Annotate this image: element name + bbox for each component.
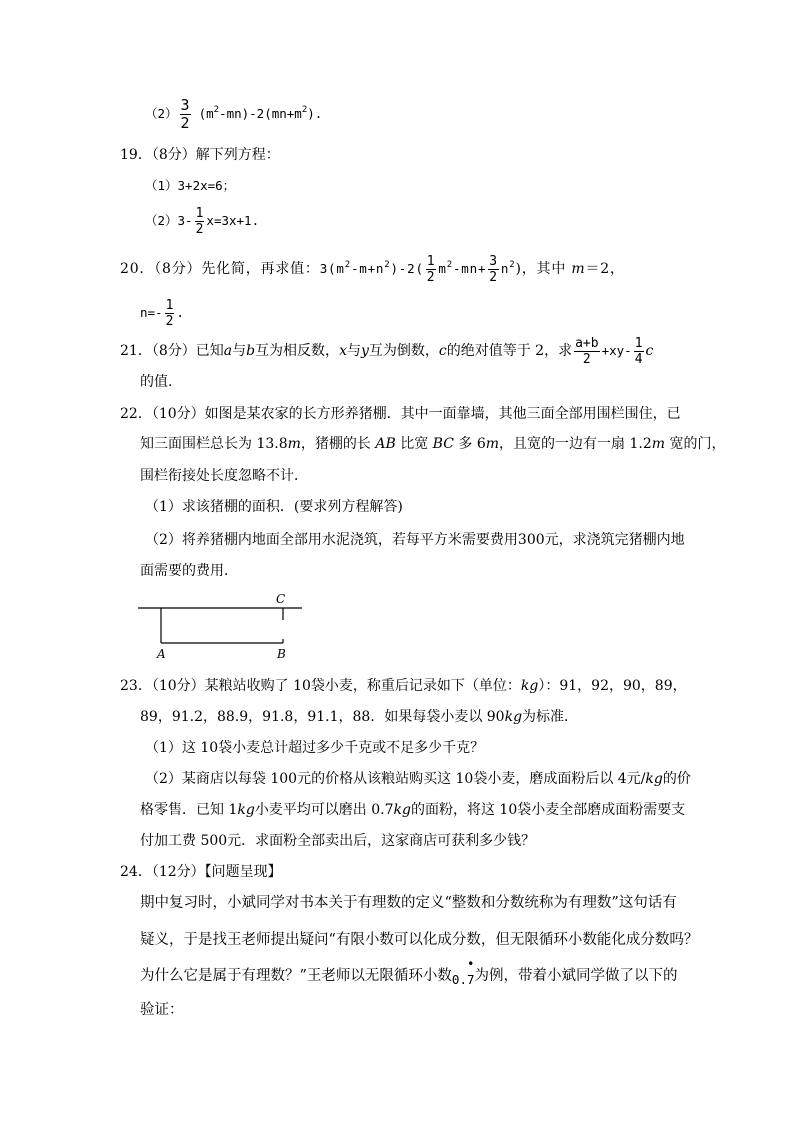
exponent: 2 <box>384 260 391 270</box>
variable: m <box>571 261 586 277</box>
fraction <box>488 254 499 285</box>
expr-text: -mn)-2(mn+m <box>219 106 302 121</box>
question-heading: 21．（8分）已知 <box>120 343 224 359</box>
q22-part2-line2: 面需要的费用． <box>140 563 238 579</box>
fraction-numerator: 3 <box>489 254 498 269</box>
text: 宽的门， <box>665 436 726 452</box>
text: 格零售．已知 1 <box>140 802 238 818</box>
text: 为标准． <box>522 709 579 725</box>
expr-text: )，其中 <box>515 261 572 277</box>
q23-part2-line3: 付加工费 500元．求面粉全部卖出后，这家商店可获利多少钱？ <box>140 833 536 849</box>
decimal-integer-part: 0. <box>451 972 467 987</box>
unit: m <box>287 436 301 452</box>
text: 为例，带着小斌同学做了以下的 <box>474 968 678 984</box>
expr-text: . <box>176 305 184 320</box>
text: 小麦平均可以磨出 0.7 <box>254 802 394 818</box>
expr-text: n=- <box>140 305 163 320</box>
question-heading: 20．（8分）先化简，再求值： <box>120 261 320 277</box>
q21-line1 <box>120 336 653 367</box>
q23-part2-line2 <box>140 800 685 820</box>
unit: kg <box>645 771 663 787</box>
expr-text: -m+n <box>350 261 385 276</box>
text: （2）某商店以每袋 100元的价格从该粮站购买这 10袋小麦，磨成面粉后以 4元/ <box>145 771 646 787</box>
variable: y <box>360 343 369 359</box>
exponent: 2 <box>301 105 308 115</box>
part-label: （2） <box>145 213 178 228</box>
fraction <box>195 206 205 237</box>
text: 互为相反数， <box>255 343 340 359</box>
unit: m <box>485 436 500 452</box>
text: 89，91.2，88.9，91.8，91.1，88．如果每袋小麦以 90 <box>140 709 505 725</box>
q24-line2: 疑义，于是找王老师提出疑问“有限小数可以化成分数，但无限循环小数能化成分数吗？ <box>140 932 699 948</box>
fraction-denominator: 4 <box>634 352 643 367</box>
expr-text: )-2( <box>390 261 424 276</box>
text: 23．（10分）某粮站收购了 10袋小麦，称重后记录如下（单位： <box>120 678 521 694</box>
q22-part2-line1: （2）将养猪棚内地面全部用水泥浇筑，若每平方米需要费用300元，求浇筑完猪棚内地 <box>145 532 685 548</box>
fraction <box>426 254 437 285</box>
q21-line2: 的值. <box>140 374 173 390</box>
fraction <box>634 336 644 367</box>
text: ，猪棚的长 <box>300 436 376 452</box>
variable: x <box>339 343 347 359</box>
exponent: 2 <box>213 105 220 115</box>
fraction-numerator: 3 <box>180 96 190 114</box>
expr-text: -mn+ <box>452 261 487 276</box>
fraction <box>574 336 599 367</box>
exponent: 2 <box>344 260 351 270</box>
q22-line3: 围栏衔接处长度忽略不计． <box>140 468 308 484</box>
unit: kg <box>237 802 255 818</box>
segment-label: AB <box>375 436 396 452</box>
fraction-denominator: 2 <box>426 270 436 285</box>
q23-line2 <box>140 707 578 727</box>
fraction-denominator: 2 <box>180 114 190 132</box>
unit: kg <box>504 709 523 725</box>
q18-part2 <box>145 97 322 132</box>
fraction-denominator: 2 <box>582 352 591 367</box>
pig-pen-figure <box>130 588 315 663</box>
q23-part2-line1 <box>145 769 691 789</box>
expr-text: +xy- <box>601 343 632 358</box>
expr-text: 3- <box>177 213 193 228</box>
text: 的面粉，将这 10袋小麦全部磨成面粉需要支 <box>410 802 686 818</box>
q19-part1: （1）3+2x=6； <box>145 178 236 193</box>
q24-line3 <box>140 957 678 987</box>
text: 多 6 <box>453 436 486 452</box>
expr-text: x=3x+1. <box>206 213 260 228</box>
point-label-c: C <box>276 592 286 606</box>
text: 与 <box>346 343 361 359</box>
segment-label: BC <box>432 436 454 452</box>
text: 互为倒数， <box>368 343 439 359</box>
fraction-numerator: 1 <box>195 206 204 221</box>
variable: a <box>223 343 233 359</box>
q20-line2 <box>140 298 184 329</box>
expr-text: m <box>438 261 447 276</box>
q22-part1: （1）求该猪棚的面积．(要求列方程解答) <box>145 499 403 515</box>
text: 的价 <box>662 771 691 787</box>
fraction-denominator: 2 <box>195 222 204 237</box>
expr-text: (m <box>198 106 214 121</box>
repeating-decimal <box>451 957 475 987</box>
q23-line1 <box>120 676 687 696</box>
fraction-numerator: 1 <box>426 254 436 269</box>
text: 比宽 <box>395 436 433 452</box>
q24-line4: 验证： <box>140 1002 184 1018</box>
fraction <box>165 298 175 329</box>
point-label-a: A <box>157 647 166 661</box>
unit: kg <box>393 802 411 818</box>
fraction-denominator: 2 <box>165 314 174 329</box>
q23-part1: （1）这 10袋小麦总计超过多少千克或不足多少千克？ <box>145 740 485 756</box>
unit: kg <box>520 678 539 694</box>
part-label: （2） <box>145 106 178 121</box>
unit: m <box>651 436 666 452</box>
q24-line1: 期中复习时，小斌同学对书本关于有理数的定义“整数和分数统称为有理数”这句话有 <box>140 895 677 911</box>
expr-text: ＝2， <box>585 261 625 277</box>
variable: b <box>246 343 256 359</box>
text: 为什么它是属于有理数？”王老师以无限循环小数 <box>140 968 452 984</box>
text: 知三面围栏总长为 13.8 <box>140 436 288 452</box>
fraction-numerator: 1 <box>165 298 174 313</box>
q19-heading: 19．（8分）解下列方程： <box>120 147 280 163</box>
text: 的绝对值等于 2，求 <box>446 343 573 359</box>
q20-line1 <box>120 254 625 285</box>
expr-text: 3(m <box>319 261 345 276</box>
q19-part2 <box>145 206 259 237</box>
text: ，且宽的一边有一扇 1.2 <box>499 436 652 452</box>
expr-text: ). <box>307 106 323 121</box>
q24-heading: 24．（12分）【问题呈现】 <box>120 864 282 880</box>
fraction-numerator: 1 <box>634 336 643 351</box>
fraction-numerator: a+b <box>575 336 599 351</box>
q22-line2 <box>140 434 725 454</box>
text: ）：91，92，90，89， <box>538 678 687 694</box>
fraction-denominator: 2 <box>489 270 498 285</box>
point-label-b: B <box>277 647 286 661</box>
expr-text: n <box>500 261 510 276</box>
q22-line1: 22．（10分）如图是某农家的长方形养猪棚．其中一面靠墙，其他三面全部用围栏围住，已 <box>120 406 681 422</box>
text: 与 <box>232 343 247 359</box>
variable: c <box>645 343 654 359</box>
exponent: 2 <box>509 260 516 270</box>
decimal-repeating-digit: 7 <box>466 972 475 987</box>
exponent: 2 <box>446 260 453 270</box>
repeat-dot: • <box>467 957 475 971</box>
fraction <box>180 97 191 132</box>
variable: c <box>438 343 447 359</box>
